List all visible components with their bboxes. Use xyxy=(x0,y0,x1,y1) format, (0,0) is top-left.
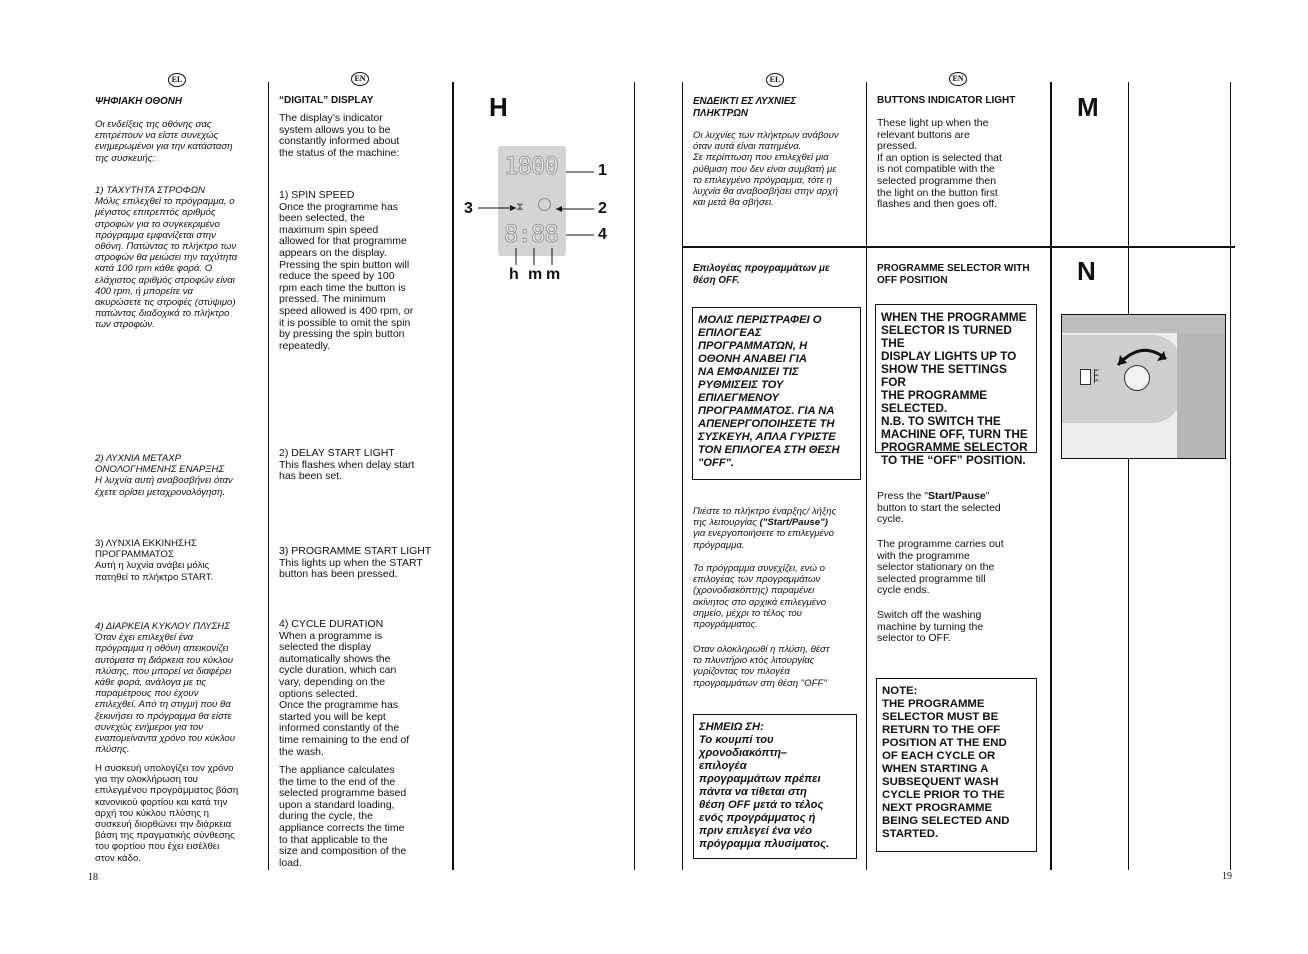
section-divider xyxy=(683,246,1235,248)
el-display-intro: Οι ενδείξεις της οθόνης σας επιτρέπουν να είστε συνεχώς ενημερωμένοι για την κατάσταση της συσκευής: xyxy=(95,119,233,164)
en-programme-start: 3) PROGRAMME START LIGHT This lights up when the START button has been pressed. xyxy=(279,545,432,581)
unit-m: m xyxy=(528,266,543,283)
column-divider xyxy=(1128,82,1129,870)
unit-h: h xyxy=(509,266,519,283)
el-lights-title: ΕΝΔΕΙΚΤΙ ΕΣ ΛΥΧΝΙΕΣ ΠΛΗΚΤΡΩΝ xyxy=(693,96,797,119)
page-number-right: 19 xyxy=(1222,871,1232,882)
en-spin-speed: 1) SPIN SPEED Once the programme has been selected, the maximum spin speed allowed for that programme appears on the display. Pressing the spin button will reduce the speed by 100 rpm each time the button is pressed. The minimum speed allowed is 400 rpm, or it is possible to omit the spin by pressing the spin button repeatedly. xyxy=(279,189,414,352)
en-cycle-duration: 4) CYCLE DURATION When a programme is selected the display automatically shows the cycle duration, which can vary, depending on the options selected. Once the programme has started you will be kept informed constantly of the time remaining to the end of the wash. xyxy=(279,618,410,758)
column-divider xyxy=(1230,82,1231,870)
page-gutter xyxy=(634,82,635,870)
el-display-title: ΨΗΦΙΑΚΗ ΟΘΟΝΗ xyxy=(95,96,182,107)
callout-4: 4 xyxy=(598,226,607,243)
column-divider xyxy=(682,82,683,870)
el-programme-continues: Το πρόγραμμα συνεχίζει, ενώ ο επιλογέας των προγραμμάτων (χρονοδιακόπτης) παραμένει ακίνητος στο αρχικά επιλεγμένο σημείο, μέχρι το τέλος του προγράμματος. xyxy=(693,563,827,631)
machine-side xyxy=(1177,333,1225,458)
en-start-instruction: Press the "Start/Pause" button to start the selected cycle. xyxy=(877,490,1001,526)
language-badge-en: EN xyxy=(351,72,369,86)
column-divider xyxy=(1050,82,1052,870)
unit-m: m xyxy=(546,266,561,283)
el-selector-title: Επιλογέας προγραμμάτων με θέση OFF. xyxy=(693,263,830,286)
el-start-instruction: Πιέστε το πλήκτρο έναρξης/ λήξης της λειτουργίας ("Start/Pause") για ενεργοποιήσετε το επιλεγμένο πρόγραμμα. xyxy=(693,506,837,551)
page-number-left: 18 xyxy=(88,872,98,883)
en-lights-title: BUTTONS INDICATOR LIGHT xyxy=(877,95,1016,106)
en-cycle-calc: The appliance calculates the time to the end of the selected programme based upon a standard loading, during the cycle, the appliance corrects the time to that applicable to the size and composition of the load. xyxy=(279,764,407,869)
el-programme-start: 3) ΛΥΝΧΙΑ ΕΚΚΙΝΗΣΗΣ ΠΡΟΓΡΑΜΜΑΤΟΣ Αυτή η λυχνία ανάβει μόλις πατηθεί το πλήκτρο START. xyxy=(95,538,214,583)
buttons-icon: ▪▫ ▪▫ ▪▫ xyxy=(1094,369,1115,383)
display-window-icon xyxy=(1080,369,1091,385)
section-letter-n: N xyxy=(1077,256,1096,286)
el-switch-off: Όταν ολοκληρωθί η πλύση, θέστ το πλυντήριο κτός λιτουργίας γυρίζοντας τον πιλογέα προγραμμάτων στη θέση "OFF" xyxy=(693,644,830,689)
column-divider xyxy=(268,82,269,870)
en-selector-title: PROGRAMME SELECTOR WITH OFF POSITION xyxy=(877,263,1030,286)
en-display-title: “DIGITAL” DISPLAY xyxy=(279,95,374,106)
el-cycle-calc: Η συσκευή υπολογίζει τον χρόνο για την ολοκλήρωση του επιλεγμένου προγράμματος βάση κανονικού φορτίου και κατά την αρχή του κύκλου πλύσης η συσκευή διορθώνει την διάρκεια βάση της πραγματικής σύνθεσης του φορτίου που έχει εισέλθει στον κάδο. xyxy=(95,763,239,864)
en-lights-text: These light up when the relevant buttons are pressed. If an option is selected that is not compatible with the selected programme then the light on the button first flashes and then goes off. xyxy=(877,117,1002,211)
el-selector-box: ΜΟΛΙΣ ΠΕΡΙΣΤΡΑΦΕΙ Ο ΕΠΙΛΟΓΕΑΣ ΠΡΟΓΡΑΜΜΑΤΩΝ, Η ΟΘΟΝΗ ΑΝΑΒΕΙ ΓΙΑ ΝΑ ΕΜΦΑΝΙΣΕΙ ΤΙΣ ΡΥΘΜΙΣΕΙΣ ΤΟΥ ΕΠΙΛΕΓΜΕΝΟΥ ΠΡΟΓΡΑΜΜΑΤΟΣ. ΓΙΑ ΝΑ ΑΠΕΝΕΡΓΟΠΟΙΗΣΕΤΕ ΤΗ ΣΥΣΚΕΥΗ, ΑΠΛΑ ΓΥΡΙΣΤΕ ΤΟΝ ΕΠΙΛΟΓΕΑ ΣΤΗ ΘΕΣΗ "OFF". xyxy=(692,307,861,480)
selector-illustration xyxy=(1061,314,1226,459)
callout-3: 3 xyxy=(464,200,473,217)
el-start-pause-label: ("Start/Pause") xyxy=(759,517,828,529)
column-divider xyxy=(452,82,454,870)
callout-2: 2 xyxy=(598,200,607,217)
hourglass-icon: ⧗ xyxy=(516,201,524,213)
en-switch-off: Switch off the washing machine by turning the selector to OFF. xyxy=(877,609,984,645)
section-letter-h: H xyxy=(489,92,508,122)
language-badge-el: EL xyxy=(766,73,784,87)
el-cycle-duration: 4) ΔΙΑΡΚΕΙΑ ΚΥΚΛΟΥ ΠΛΥΣΗΣ Όταν έχει επιλεχθεί ένα πρόγραμμα η οθόνη απεικονίζει αυτόματα τη διάρκεια του κύκλου πλύσης, που μπορεί να διαφέρει κάθε φορά, ανάλογα με τις παραμέτρους που έχουν επιλεχθεί. Από τη στιγμή που θα ξεκινήσει το πρόγραμμα θα είστε συνεχώς ενήμεροι για τον εναπομείναντα χρόνο του κύκλου πλύσης. xyxy=(95,621,236,756)
en-display-intro: The display’s indicator system allows you to be constantly informed about the status of the machine: xyxy=(279,112,400,159)
language-badge-el: EL xyxy=(168,73,186,87)
section-letter-m: M xyxy=(1077,92,1099,122)
el-delay-start: 2) ΛΥΧΝΙΑ ΜΕΤΑΧΡ ΟΝΟΛΟΓΗΜΕΝΗΣ ΕΝΑΡΞΗΣ Η λυχνία αυτή αναβοσβήνει όταν έχετε ορίσει μεταχρονολόγηση. xyxy=(95,453,233,498)
en-selector-box: WHEN THE PROGRAMME SELECTOR IS TURNED THE DISPLAY LIGHTS UP TO SHOW THE SETTINGS FOR THE PROGRAMME SELECTED. N.B. TO SWITCH THE MACHINE OFF, TURN THE PROGRAMME SELECTOR TO THE “OFF” POSITION. xyxy=(875,304,1037,453)
el-note-box: ΣΗΜΕΙΩ ΣΗ: Το κουμπί του χρονοδιακόπτη– επιλογέα προγραμμάτων πρέπει πάντα να τίθεται στη θέση OFF μετά το τέλος ενός προγράμματος ή πριν επιλεγεί ένα νέο πρόγραμμα πλυσίματος. xyxy=(693,714,857,859)
el-lights-text: Οι λυχνίες των πλήκτρων ανάβουν όταν αυτά είναι πατημένα. Σε περίπτωση που επιλεχθεί μια ρύθμιση που δεν είναι συμβατή με το επιλεγμένο πρόγραμμα, τότε η λυχνία θα αναβοσβήσει στην αρχή και μετά θα σβήσει. xyxy=(693,130,839,209)
en-note-box: NOTE: THE PROGRAMME SELECTOR MUST BE RETURN TO THE OFF POSITION AT THE END OF EACH CYCLE OR WHEN STARTING A SUBSEQUENT WASH CYCLE PRIOR TO THE NEXT PROGRAMME BEING SELECTED AND STARTED. xyxy=(876,678,1037,852)
column-divider xyxy=(866,82,867,870)
el-spin-speed: 1) ΤΑΧΥΤΗΤΑ ΣΤΡΟΦΩΝ Μόλις επιλεχθεί το πρόγραμμα, ο μέγιστος επιτρεπτός αριθμός στροφών για το συγκεκριμένο πρόγραμμα εμφανίζεται στην οθόνη. Πατώντας το πλήκτρο των στροφών θα μειώσει την ταχύτητα κατά 100 rpm κάθε φορά. Ο ελάχιστος αριθμός στροφών είναι 400 rpm, ή μπορείτε να ακυρώσετε τις στροφές (στύψιμο) πατώντας διαδοχικά το πλήκτρο των στροφών. xyxy=(95,185,238,331)
language-badge-en: EN xyxy=(949,72,967,86)
en-start-pause-label: Start/Pause xyxy=(928,490,986,502)
en-delay-start: 2) DELAY START LIGHT This flashes when delay start has been set. xyxy=(279,447,415,483)
callout-1: 1 xyxy=(598,162,607,179)
rotate-arrow-icon xyxy=(1112,337,1172,371)
display-digits-top: 1800 xyxy=(504,152,558,180)
machine-top xyxy=(1062,315,1225,333)
en-programme-continues: The programme carries out with the programme selector stationary on the selected programme till cycle ends. xyxy=(877,538,1004,597)
display-digits-bottom: 8:88 xyxy=(504,220,558,248)
